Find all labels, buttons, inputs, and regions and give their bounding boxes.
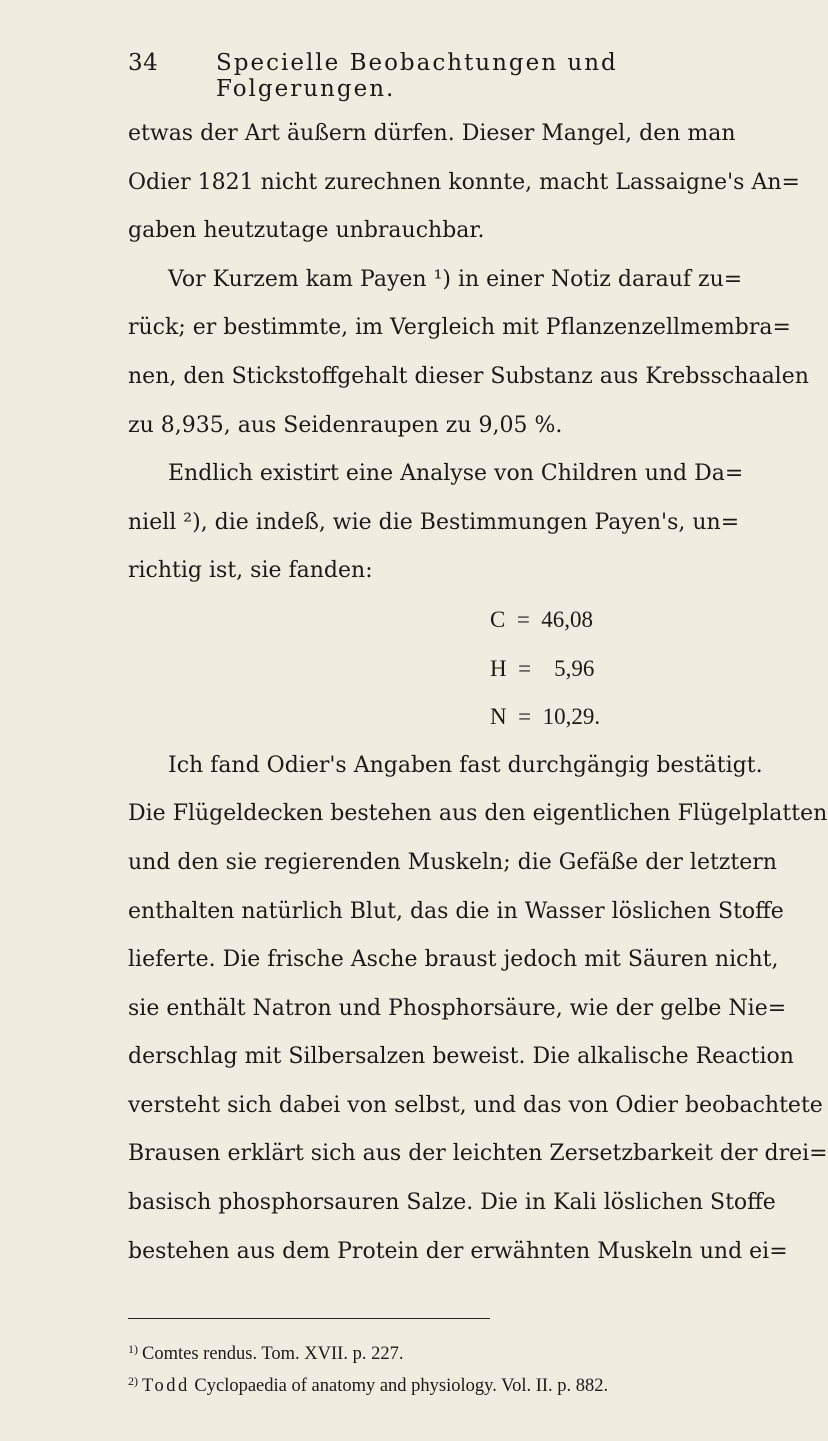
footnote-mark: 2) bbox=[128, 1374, 138, 1388]
text-line: sie enthält Natron und Phosphorsäure, wie der gelbe Nie= bbox=[128, 995, 787, 1021]
text-line: derschlag mit Silbersalzen beweist. Die alkalische Reaction bbox=[128, 1044, 794, 1070]
text-line: und den sie regierenden Muskeln; die Gefäße der letztern bbox=[128, 849, 777, 875]
formula-hydrogen: H = 5,96 bbox=[490, 655, 595, 681]
text-line: enthalten natürlich Blut, das die in Wasser löslichen Stoffe bbox=[128, 898, 784, 924]
footnote-2 bbox=[128, 1368, 728, 1400]
running-title: Specielle Beobachtungen und Folgerungen. bbox=[216, 50, 618, 102]
footnote-mark: 1) bbox=[128, 1342, 138, 1356]
text-line: lieferte. Die frische Asche braust jedoch mit Säuren nicht, bbox=[128, 947, 779, 973]
footnotes bbox=[128, 1336, 728, 1400]
text-line: rück; er bestimmte, im Vergleich mit Pflanzenzellmembra= bbox=[128, 315, 791, 341]
text-line: nen, den Stickstoffgehalt dieser Substanz aus Krebsschaalen bbox=[128, 363, 809, 389]
text-line: Ich fand Odier's Angaben fast durchgängig bestätigt. bbox=[168, 752, 763, 778]
text-line: Vor Kurzem kam Payen ¹) in einer Notiz darauf zu= bbox=[168, 266, 743, 292]
text-line: basisch phosphorsauren Salze. Die in Kali löslichen Stoffe bbox=[128, 1190, 776, 1216]
text-line: richtig ist, sie fanden: bbox=[128, 558, 373, 584]
text-line: Brausen erklärt sich aus der leichten Zersetzbarkeit der drei= bbox=[128, 1141, 828, 1167]
formula-carbon: C = 46,08 bbox=[490, 606, 594, 632]
page-header bbox=[128, 50, 704, 102]
page-number: 34 bbox=[128, 50, 159, 76]
text-line: gaben heutzutage unbrauchbar. bbox=[128, 218, 485, 244]
footnote-text: Comtes rendus. Tom. XVII. p. 227. bbox=[142, 1344, 404, 1364]
text-line: zu 8,935, aus Seidenraupen zu 9,05 %. bbox=[128, 412, 563, 438]
text-line: bestehen aus dem Protein der erwähnten Muskeln und ei= bbox=[128, 1238, 788, 1264]
footnote-text: Cyclopaedia of anatomy and physiology. Vol. II. p. 882. bbox=[189, 1376, 609, 1396]
footnote-divider bbox=[128, 1318, 490, 1319]
footnote-1 bbox=[128, 1336, 728, 1368]
footnote-author: Todd bbox=[142, 1376, 190, 1396]
text-line: etwas der Art äußern dürfen. Dieser Mangel, den man bbox=[128, 121, 736, 146]
text-line: versteht sich dabei von selbst, und das von Odier beobachtete bbox=[128, 1092, 823, 1118]
text-line: niell ²), die indeß, wie die Bestimmungen Payen's, un= bbox=[128, 509, 740, 535]
formula-nitrogen: N = 10,29. bbox=[490, 704, 601, 730]
text-line: Odier 1821 nicht zurechnen konnte, macht Lassaigne's An= bbox=[128, 169, 800, 195]
text-line: Endlich existirt eine Analyse von Children und Da= bbox=[168, 461, 744, 487]
text-line: Die Flügeldecken bestehen aus den eigentlichen Flügelplatten bbox=[128, 801, 828, 827]
main-text bbox=[128, 110, 828, 1276]
